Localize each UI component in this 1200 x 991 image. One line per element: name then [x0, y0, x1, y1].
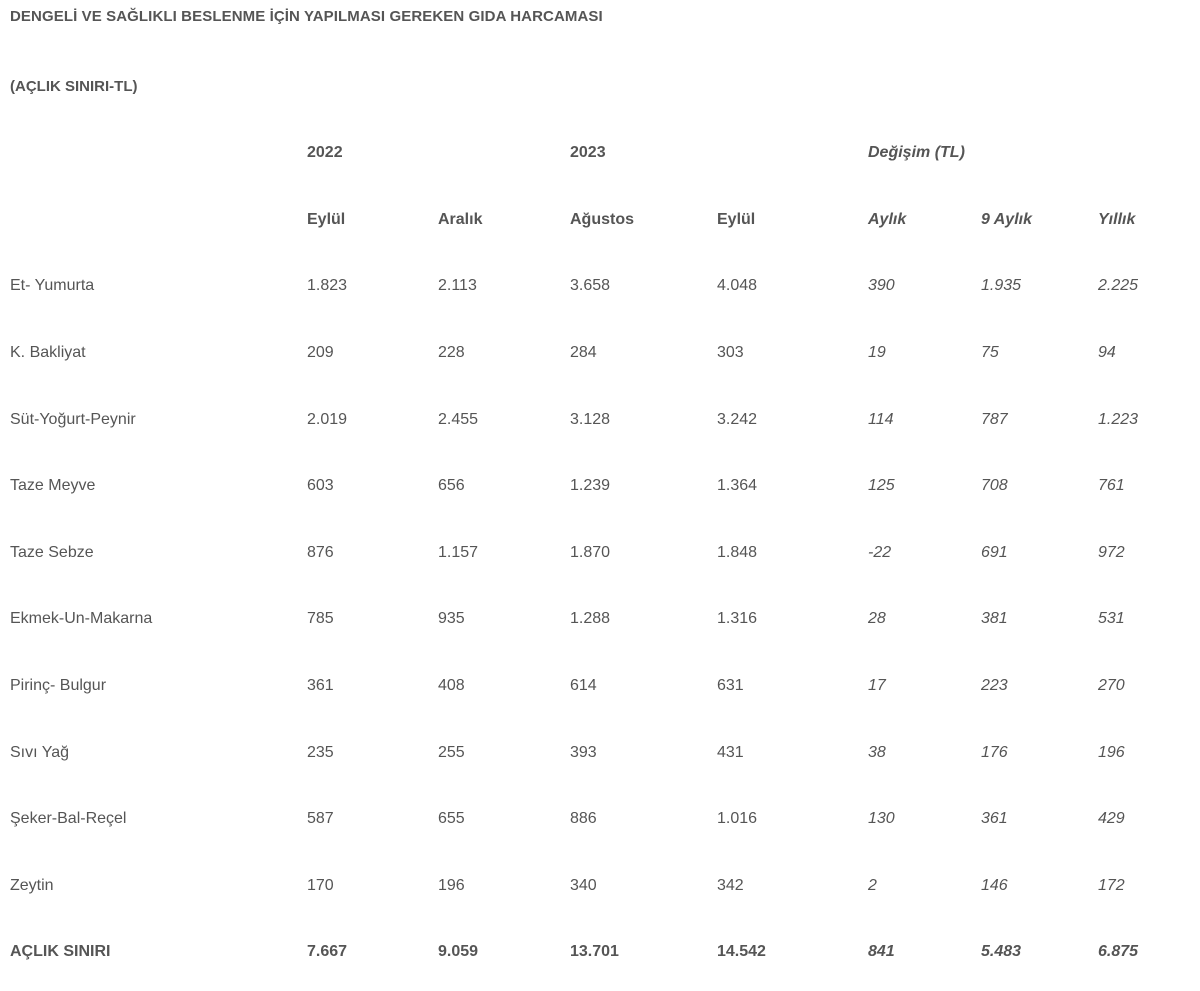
value-cell: 2.455 [438, 410, 479, 428]
change-cell: 361 [981, 810, 1008, 828]
value-cell: 209 [307, 344, 334, 362]
value-cell: 1.870 [570, 543, 611, 561]
change-cell: 28 [868, 610, 886, 628]
value-cell: 303 [717, 344, 744, 362]
change-cell: 1.935 [981, 277, 1022, 295]
table-row [0, 386, 1200, 453]
value-cell: 14.542 [717, 943, 766, 961]
change-cell: 114 [868, 410, 894, 428]
change-cell: 2.225 [1098, 277, 1139, 295]
value-cell: 9.059 [438, 943, 479, 961]
value-cell: 1.823 [307, 277, 348, 295]
change-cell: 2 [868, 876, 877, 894]
value-cell: 1.157 [438, 543, 479, 561]
header-aralik-2022: Aralık [438, 210, 483, 228]
header-agustos-2023: Ağustos [570, 210, 634, 228]
page-title: DENGELİ VE SAĞLIKLI BESLENME İÇİN YAPILMASI GEREKEN GIDA HARCAMASI [10, 8, 603, 25]
value-cell: 785 [307, 610, 334, 628]
table-row [0, 453, 1200, 520]
table-row [0, 253, 1200, 320]
change-cell: -22 [868, 543, 892, 561]
value-cell: 4.048 [717, 277, 758, 295]
row-label: K. Bakliyat [10, 344, 86, 362]
value-cell: 13.701 [570, 943, 619, 961]
value-cell: 3.128 [570, 410, 611, 428]
change-cell: 390 [868, 277, 895, 295]
value-cell: 2.019 [307, 410, 348, 428]
value-cell: 3.658 [570, 277, 611, 295]
value-cell: 1.239 [570, 477, 611, 495]
year-header-row [0, 120, 1200, 187]
change-cell: 196 [1098, 743, 1125, 761]
change-cell: 429 [1098, 810, 1125, 828]
header-eylul-2023: Eylül [717, 210, 756, 228]
value-cell: 614 [570, 677, 597, 695]
value-cell: 1.316 [717, 610, 758, 628]
value-cell: 3.242 [717, 410, 758, 428]
value-cell: 255 [438, 743, 465, 761]
food-expense-table [0, 120, 1200, 986]
change-cell: 270 [1098, 677, 1125, 695]
header-empty-cell [0, 187, 307, 254]
row-label: Şeker-Bal-Reçel [10, 810, 127, 828]
change-cell: 146 [981, 876, 1008, 894]
row-label: Zeytin [10, 876, 54, 894]
header-aylik: Aylık [868, 210, 907, 228]
change-cell: 223 [981, 677, 1008, 695]
change-cell: 94 [1098, 344, 1116, 362]
header-eylul-2022: Eylül [307, 210, 346, 228]
row-label: Sıvı Yağ [10, 743, 69, 761]
change-cell: 6.875 [1098, 943, 1139, 961]
change-cell: 130 [868, 810, 895, 828]
value-cell: 2.113 [438, 277, 477, 295]
row-label: AÇLIK SINIRI [10, 943, 111, 961]
header-empty-cell [0, 120, 307, 187]
value-cell: 631 [717, 677, 744, 695]
change-cell: 381 [981, 610, 1008, 628]
value-cell: 656 [438, 477, 465, 495]
value-cell: 228 [438, 344, 465, 362]
value-cell: 587 [307, 810, 334, 828]
table-row [0, 653, 1200, 720]
value-cell: 603 [307, 477, 334, 495]
value-cell: 935 [438, 610, 465, 628]
value-cell: 235 [307, 743, 334, 761]
value-cell: 1.848 [717, 543, 758, 561]
value-cell: 342 [717, 876, 744, 894]
value-cell: 1.364 [717, 477, 758, 495]
header-9aylik: 9 Aylık [981, 210, 1032, 228]
value-cell: 361 [307, 677, 334, 695]
row-label: Süt-Yoğurt-Peynir [10, 410, 136, 428]
value-cell: 408 [438, 677, 465, 695]
total-row [0, 919, 1200, 986]
change-cell: 1.223 [1098, 410, 1139, 428]
change-cell: 176 [981, 743, 1008, 761]
header-empty-cell [717, 120, 868, 187]
value-cell: 1.016 [717, 810, 758, 828]
change-cell: 125 [868, 477, 895, 495]
value-cell: 876 [307, 543, 334, 561]
change-cell: 531 [1098, 610, 1125, 628]
row-label: Taze Meyve [10, 477, 96, 495]
table-row [0, 853, 1200, 920]
value-cell: 7.667 [307, 943, 348, 961]
header-yillik: Yıllık [1098, 210, 1136, 228]
header-year-2023: 2023 [570, 144, 606, 162]
month-header-row [0, 187, 1200, 254]
value-cell: 655 [438, 810, 465, 828]
value-cell: 170 [307, 876, 334, 894]
change-cell: 75 [981, 344, 999, 362]
header-change: Değişim (TL) [868, 144, 965, 162]
value-cell: 886 [570, 810, 597, 828]
table-row [0, 520, 1200, 587]
change-cell: 38 [868, 743, 886, 761]
change-cell: 691 [981, 543, 1008, 561]
row-label: Taze Sebze [10, 543, 94, 561]
change-cell: 708 [981, 477, 1008, 495]
value-cell: 1.288 [570, 610, 611, 628]
change-cell: 172 [1098, 876, 1125, 894]
change-cell: 5.483 [981, 943, 1022, 961]
change-cell: 17 [868, 677, 886, 695]
change-cell: 972 [1098, 543, 1125, 561]
header-empty-cell [438, 120, 570, 187]
change-cell: 761 [1098, 477, 1125, 495]
value-cell: 431 [717, 743, 744, 761]
value-cell: 393 [570, 743, 597, 761]
row-label: Et- Yumurta [10, 277, 95, 295]
change-cell: 841 [868, 943, 895, 961]
value-cell: 284 [570, 344, 597, 362]
page-subtitle: (AÇLIK SINIRI-TL) [10, 78, 138, 95]
change-cell: 19 [868, 344, 886, 362]
value-cell: 340 [570, 876, 597, 894]
table-row [0, 586, 1200, 653]
table-row [0, 786, 1200, 853]
row-label: Pirinç- Bulgur [10, 677, 107, 695]
change-cell: 787 [981, 410, 1008, 428]
table-row [0, 320, 1200, 387]
row-label: Ekmek-Un-Makarna [10, 610, 153, 628]
table-row [0, 719, 1200, 786]
value-cell: 196 [438, 876, 465, 894]
header-year-2022: 2022 [307, 144, 343, 162]
